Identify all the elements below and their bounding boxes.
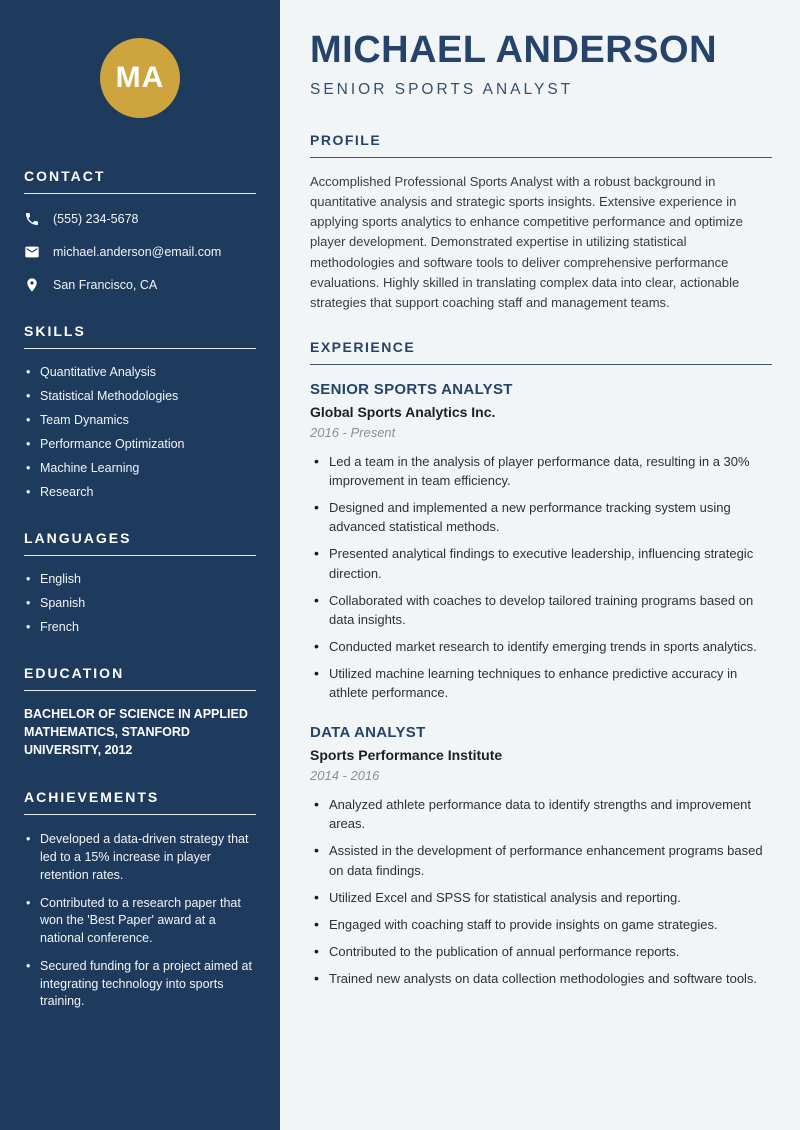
achievement-item: • Developed a data-driven strategy that led to a 15% increase in player retention rates.: [24, 831, 256, 884]
job-company: Sports Performance Institute: [310, 747, 503, 764]
contact-row-phone: [24, 211, 256, 227]
main-content: [280, 0, 800, 1130]
job-bullet: • Collaborated with coaches to develop tailored training programs based on data insights.: [310, 591, 772, 629]
phone-icon: [24, 211, 40, 227]
contact-section: [24, 168, 256, 293]
job-entry-senior-sports-analyst: [310, 381, 772, 702]
email-address: michael.anderson@email.com: [53, 245, 222, 259]
profile-section: [310, 132, 772, 313]
job-company: Global Sports Analytics Inc.: [310, 403, 496, 420]
skill-item: • Quantitative Analysis: [24, 365, 256, 380]
achievement-item: • Secured funding for a project aimed at integrating technology into sports training.: [24, 958, 256, 1011]
education-section: [24, 665, 256, 759]
language-item: • English: [24, 572, 256, 587]
location-pin-icon: [24, 277, 40, 293]
sidebar: [0, 0, 280, 1130]
job-title: DATA ANALYST: [310, 724, 426, 742]
achievements-section: [24, 789, 256, 1011]
education-heading: EDUCATION: [24, 665, 256, 691]
skills-list: [24, 365, 256, 500]
job-bullet: • Utilized machine learning techniques to enhance predictive accuracy in athlete performance.: [310, 664, 772, 702]
job-bullet-list: [310, 452, 772, 702]
language-item: • French: [24, 620, 256, 635]
avatar-initials: MA: [115, 61, 165, 94]
languages-list: [24, 572, 256, 635]
job-bullet: • Utilized Excel and SPSS for statistical analysis and reporting.: [310, 888, 772, 907]
profile-text: Accomplished Professional Sports Analyst with a robust background in quantitative analysis and strategic sports insights. Extensive experience in applying sports analytics to enhance competitive performance and optimize player development. Demonstrated expertise in utilizing statistical methodologies and software tools to deliver comprehensive performance evaluations. Highly skilled in translating complex data into clear, actionable strategies that support coaching staff and management teams.: [310, 174, 743, 310]
job-bullet: • Analyzed athlete performance data to identify strengths and improvement areas.: [310, 795, 772, 833]
skill-item: • Statistical Methodologies: [24, 389, 256, 404]
experience-section: [310, 339, 772, 988]
profile-heading: PROFILE: [310, 132, 772, 158]
job-dates: 2016 - Present: [310, 424, 396, 440]
skills-heading: SKILLS: [24, 323, 256, 349]
job-bullet: • Designed and implemented a new performance tracking system using advanced statistical methods.: [310, 498, 772, 536]
skill-item: • Machine Learning: [24, 461, 256, 476]
education-degree: BACHELOR OF SCIENCE IN APPLIED MATHEMATICS, STANFORD UNIVERSITY, 2012: [24, 707, 248, 757]
location-text: San Francisco, CA: [53, 278, 158, 292]
achievements-heading: ACHIEVEMENTS: [24, 789, 256, 815]
job-bullet-list: [310, 795, 772, 988]
job-entry-data-analyst: [310, 724, 772, 988]
job-bullet: • Trained new analysts on data collection methodologies and software tools.: [310, 969, 772, 988]
person-name: MICHAEL ANDERSON: [310, 29, 718, 71]
avatar: [100, 38, 180, 118]
phone-number: (555) 234-5678: [53, 212, 139, 226]
job-dates: 2014 - 2016: [310, 768, 380, 784]
languages-section: [24, 530, 256, 635]
job-bullet: • Presented analytical findings to executive leadership, influencing strategic direction.: [310, 544, 772, 582]
skill-item: • Team Dynamics: [24, 413, 256, 428]
contact-row-location: [24, 277, 256, 293]
skill-item: • Performance Optimization: [24, 437, 256, 452]
job-bullet: • Engaged with coaching staff to provide insights on game strategies.: [310, 915, 772, 934]
achievement-item: • Contributed to a research paper that won the 'Best Paper' award at a national conference.: [24, 895, 256, 948]
contact-heading: CONTACT: [24, 168, 256, 194]
languages-heading: LANGUAGES: [24, 530, 256, 556]
person-title: SENIOR SPORTS ANALYST: [310, 81, 574, 98]
skills-section: [24, 323, 256, 500]
job-bullet: • Assisted in the development of performance enhancement programs based on data findings.: [310, 841, 772, 879]
job-bullet: • Led a team in the analysis of player performance data, resulting in a 30% improvement in team efficiency.: [310, 452, 772, 490]
achievements-list: [24, 831, 256, 1011]
job-title: SENIOR SPORTS ANALYST: [310, 380, 513, 398]
contact-row-email: [24, 244, 256, 260]
experience-heading: EXPERIENCE: [310, 339, 772, 365]
language-item: • Spanish: [24, 596, 256, 611]
job-bullet: • Conducted market research to identify emerging trends in sports analytics.: [310, 637, 772, 656]
email-icon: [24, 244, 40, 260]
job-bullet: • Contributed to the publication of annual performance reports.: [310, 942, 772, 961]
skill-item: • Research: [24, 485, 256, 500]
